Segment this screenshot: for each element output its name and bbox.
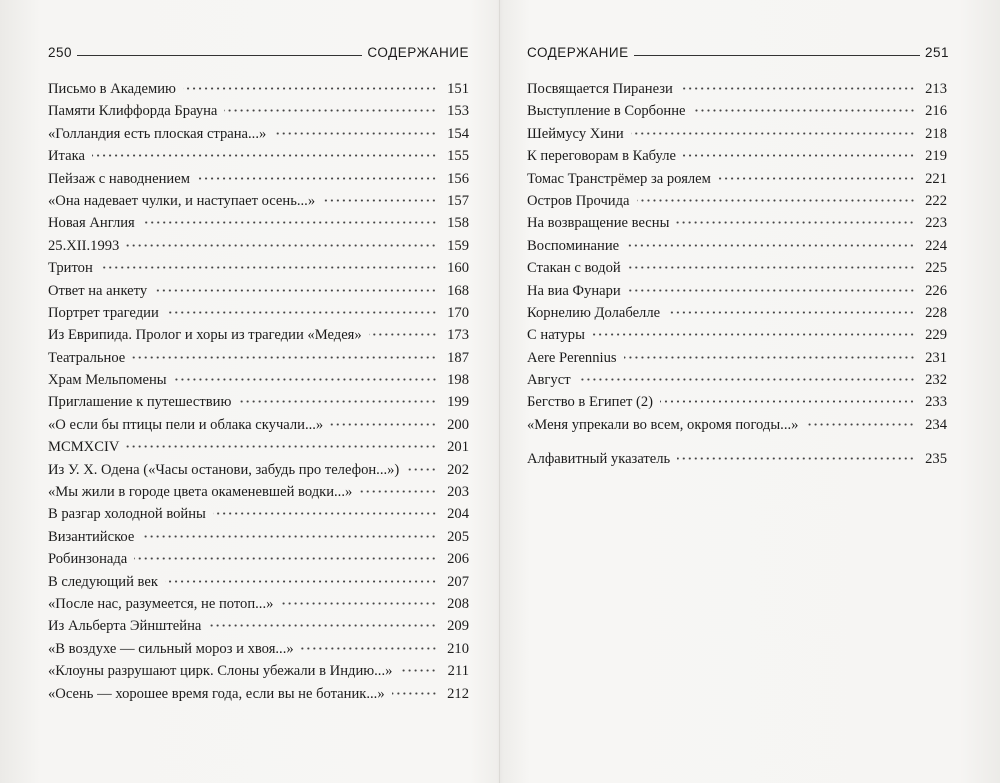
toc-entry bbox=[527, 451, 947, 473]
dot-leader bbox=[301, 647, 437, 650]
dot-leader bbox=[626, 244, 915, 247]
toc-entry-page-number: 208 bbox=[447, 595, 469, 612]
toc-entry-title: В следующий век bbox=[48, 573, 158, 590]
right-page-number: 251 bbox=[924, 45, 949, 60]
toc-entry bbox=[527, 417, 947, 439]
left-page-header bbox=[48, 40, 469, 60]
toc-entry-title: Портрет трагедии bbox=[48, 304, 159, 321]
toc-entry-page-number: 210 bbox=[447, 640, 469, 657]
toc-entry bbox=[48, 574, 469, 596]
toc-entry-title: Август bbox=[527, 372, 571, 389]
dot-leader bbox=[805, 423, 915, 426]
toc-entry bbox=[48, 551, 469, 573]
dot-leader bbox=[208, 624, 437, 627]
toc-entry bbox=[48, 641, 469, 663]
toc-entry bbox=[48, 663, 469, 685]
toc-entry-title: MCMXCIV bbox=[48, 439, 120, 456]
dot-leader bbox=[631, 132, 915, 135]
toc-entry bbox=[48, 215, 469, 237]
toc-entry bbox=[48, 193, 469, 215]
toc-entry-title: Из Альберта Эйнштейна bbox=[48, 618, 202, 635]
toc-entry bbox=[527, 238, 947, 260]
toc-entry-page-number: 157 bbox=[447, 192, 469, 209]
toc-entry bbox=[48, 260, 469, 282]
toc-entry bbox=[527, 372, 947, 394]
toc-entry-page-number: 231 bbox=[925, 349, 947, 366]
toc-entry-title: «Клоуны разрушают цирк. Слоны убежали в Индию...» bbox=[48, 663, 393, 680]
toc-entry-title: Воспоминание bbox=[527, 237, 620, 254]
toc-entry-page-number: 232 bbox=[925, 372, 947, 389]
toc-entry-title: В разгар холодной войны bbox=[48, 506, 206, 523]
toc-entry bbox=[527, 148, 947, 170]
toc-entry bbox=[527, 327, 947, 349]
dot-leader bbox=[126, 244, 437, 247]
dot-leader bbox=[322, 199, 437, 202]
toc-entry-title: Томас Транстрёмер за роялем bbox=[527, 170, 711, 187]
toc-entry-page-number: 211 bbox=[447, 663, 469, 680]
dot-leader bbox=[154, 289, 437, 292]
toc-entry-title: Тритон bbox=[48, 260, 93, 277]
dot-leader bbox=[141, 535, 437, 538]
toc-entry bbox=[527, 193, 947, 215]
dot-leader bbox=[92, 154, 437, 157]
toc-entry bbox=[48, 283, 469, 305]
dot-leader bbox=[238, 400, 437, 403]
toc-entry-page-number: 202 bbox=[447, 461, 469, 478]
toc-entry-page-number: 233 bbox=[925, 394, 947, 411]
book-gutter bbox=[499, 0, 500, 783]
dot-leader bbox=[406, 468, 437, 471]
header-rule bbox=[634, 55, 920, 56]
toc-entry-page-number: 173 bbox=[447, 327, 469, 344]
toc-entry bbox=[48, 484, 469, 506]
dot-leader bbox=[660, 400, 915, 403]
toc-entry-title: Храм Мельпомены bbox=[48, 372, 167, 389]
toc-entry bbox=[48, 81, 469, 103]
toc-entry bbox=[48, 596, 469, 618]
dot-leader bbox=[369, 333, 437, 336]
toc-entry bbox=[48, 529, 469, 551]
toc-entry-page-number: 199 bbox=[447, 394, 469, 411]
dot-leader bbox=[224, 109, 437, 112]
toc-entry-title: Из Еврипида. Пролог и хоры из трагедии «Медея» bbox=[48, 327, 362, 344]
toc-entry-page-number: 222 bbox=[925, 192, 947, 209]
toc-entry-title: Пейзаж с наводнением bbox=[48, 170, 190, 187]
dot-leader bbox=[624, 356, 915, 359]
dot-leader bbox=[280, 602, 437, 605]
toc-entry-page-number: 151 bbox=[447, 81, 469, 97]
toc-entry bbox=[48, 238, 469, 260]
toc-entry-title: Aere Perennius bbox=[527, 349, 617, 366]
toc-entry-title: Византийское bbox=[48, 528, 135, 545]
toc-entry-title: «После нас, разумеется, не потоп...» bbox=[48, 595, 274, 612]
toc-entry bbox=[48, 350, 469, 372]
toc-entry-page-number: 198 bbox=[447, 372, 469, 389]
dot-leader bbox=[174, 378, 437, 381]
left-page-number: 250 bbox=[48, 45, 73, 60]
toc-entry bbox=[48, 417, 469, 439]
dot-leader bbox=[676, 221, 915, 224]
toc-entry-title: Посвящается Пиранези bbox=[527, 81, 673, 97]
toc-entry-page-number: 159 bbox=[447, 237, 469, 254]
toc-entry-page-number: 226 bbox=[925, 282, 947, 299]
dot-leader bbox=[628, 289, 915, 292]
dot-leader bbox=[680, 87, 915, 90]
toc-entry-title: Памяти Клиффорда Брауна bbox=[48, 103, 218, 120]
toc-entry-title: 25.XII.1993 bbox=[48, 237, 120, 254]
toc-entry-page-number: 170 bbox=[447, 304, 469, 321]
toc-entry bbox=[48, 327, 469, 349]
toc-entry-page-number: 209 bbox=[447, 618, 469, 635]
left-toc-list bbox=[48, 81, 469, 708]
dot-leader bbox=[213, 512, 437, 515]
dot-leader bbox=[693, 109, 915, 112]
toc-entry-title: Стакан с водой bbox=[527, 260, 621, 277]
toc-entry-title: Итака bbox=[48, 148, 85, 165]
toc-entry-title: К переговорам в Кабуле bbox=[527, 148, 676, 165]
toc-entry-title: Письмо в Академию bbox=[48, 81, 176, 97]
toc-entry-page-number: 187 bbox=[447, 349, 469, 366]
toc-entry-title: Шеймусу Хини bbox=[527, 125, 624, 142]
toc-entry-title: Новая Англия bbox=[48, 215, 135, 232]
toc-entry bbox=[48, 148, 469, 170]
toc-entry-page-number: 234 bbox=[925, 416, 947, 433]
dot-leader bbox=[592, 333, 915, 336]
dot-leader bbox=[392, 692, 437, 695]
toc-entry bbox=[48, 126, 469, 148]
toc-entry-page-number: 158 bbox=[447, 215, 469, 232]
toc-entry-title: Бегство в Египет (2) bbox=[527, 394, 654, 411]
toc-entry-page-number: 201 bbox=[447, 439, 469, 456]
header-rule bbox=[77, 55, 362, 56]
toc-entry-page-number: 205 bbox=[447, 528, 469, 545]
toc-entry-page-number: 156 bbox=[447, 170, 469, 187]
toc-entry-title: «Голландия есть плоская страна...» bbox=[48, 125, 267, 142]
toc-entry bbox=[48, 372, 469, 394]
toc-entry-page-number: 219 bbox=[925, 148, 947, 165]
toc-entry-page-number: 204 bbox=[447, 506, 469, 523]
toc-entry-title: На виа Фунари bbox=[527, 282, 621, 299]
dot-leader bbox=[677, 457, 915, 460]
toc-entry bbox=[48, 618, 469, 640]
dot-leader bbox=[197, 177, 437, 180]
toc-entry-page-number: 200 bbox=[447, 416, 469, 433]
dot-leader bbox=[126, 445, 437, 448]
toc-entry-page-number: 225 bbox=[925, 260, 947, 277]
dot-leader bbox=[667, 311, 915, 314]
toc-entry-title: Выступление в Сорбонне bbox=[527, 103, 686, 120]
dot-leader bbox=[100, 266, 437, 269]
dot-leader bbox=[399, 669, 437, 672]
toc-entry-title: Корнелию Долабелле bbox=[527, 304, 661, 321]
toc-entry bbox=[527, 103, 947, 125]
toc-entry bbox=[527, 305, 947, 327]
toc-entry-title: Робинзонада bbox=[48, 551, 128, 568]
toc-entry-page-number: 160 bbox=[447, 260, 469, 277]
toc-entry-page-number: 228 bbox=[925, 304, 947, 321]
dot-leader bbox=[578, 378, 915, 381]
dot-leader bbox=[683, 154, 915, 157]
dot-leader bbox=[628, 266, 915, 269]
toc-entry-title: «Осень — хорошее время года, если вы не ботаник...» bbox=[48, 685, 385, 702]
toc-entry-title: «Мы жили в городе цвета окаменевшей водки...» bbox=[48, 484, 353, 501]
right-page-header bbox=[527, 40, 949, 60]
toc-entry-title: «Она надевает чулки, и наступает осень...» bbox=[48, 192, 316, 209]
dot-leader bbox=[330, 423, 437, 426]
right-running-head: СОДЕРЖАНИЕ bbox=[527, 45, 629, 60]
toc-entry-page-number: 203 bbox=[447, 484, 469, 501]
toc-entry-title: Алфавитный указатель bbox=[527, 451, 671, 468]
toc-entry-page-number: 216 bbox=[925, 103, 947, 120]
toc-entry bbox=[48, 462, 469, 484]
right-toc-list bbox=[527, 81, 947, 474]
toc-entry-title: Из У. Х. Одена («Часы останови, забудь про телефон...») bbox=[48, 461, 400, 478]
toc-entry bbox=[527, 283, 947, 305]
toc-entry-title: «В воздухе — сильный мороз и хвоя...» bbox=[48, 640, 294, 657]
toc-entry-page-number: 218 bbox=[925, 125, 947, 142]
toc-entry bbox=[527, 350, 947, 372]
toc-entry-page-number: 153 bbox=[447, 103, 469, 120]
toc-entry-page-number: 168 bbox=[447, 282, 469, 299]
toc-entry bbox=[527, 81, 947, 103]
dot-leader bbox=[132, 356, 437, 359]
dot-leader bbox=[637, 199, 915, 202]
toc-entry bbox=[527, 126, 947, 148]
toc-entry-title: Приглашение к путешествию bbox=[48, 394, 232, 411]
toc-entry-page-number: 154 bbox=[447, 125, 469, 142]
toc-entry-page-number: 224 bbox=[925, 237, 947, 254]
dot-leader bbox=[359, 490, 437, 493]
toc-entry bbox=[527, 260, 947, 282]
dot-leader bbox=[183, 87, 437, 90]
toc-entry bbox=[48, 439, 469, 461]
toc-entry-title: «Меня упрекали во всем, окромя погоды...» bbox=[527, 416, 799, 433]
dot-leader bbox=[165, 580, 437, 583]
toc-entry bbox=[48, 394, 469, 416]
toc-entry-page-number: 155 bbox=[447, 148, 469, 165]
toc-entry-title: «О если бы птицы пели и облака скучали...» bbox=[48, 416, 324, 433]
toc-entry-page-number: 212 bbox=[447, 685, 469, 702]
left-running-head: СОДЕРЖАНИЕ bbox=[367, 45, 469, 60]
toc-entry bbox=[527, 394, 947, 416]
toc-entry bbox=[527, 171, 947, 193]
toc-entry bbox=[48, 171, 469, 193]
toc-entry-title: Остров Прочида bbox=[527, 192, 630, 209]
toc-entry-title: С натуры bbox=[527, 327, 585, 344]
toc-entry-page-number: 206 bbox=[447, 551, 469, 568]
toc-entry-page-number: 213 bbox=[925, 81, 947, 97]
toc-entry-title: Ответ на анкету bbox=[48, 282, 148, 299]
dot-leader bbox=[134, 557, 437, 560]
toc-entry-page-number: 235 bbox=[925, 451, 947, 468]
toc-entry-page-number: 229 bbox=[925, 327, 947, 344]
dot-leader bbox=[166, 311, 437, 314]
toc-entry bbox=[48, 506, 469, 528]
toc-entry bbox=[527, 215, 947, 237]
dot-leader bbox=[718, 177, 915, 180]
toc-entry bbox=[48, 686, 469, 708]
toc-entry bbox=[48, 103, 469, 125]
toc-entry-page-number: 223 bbox=[925, 215, 947, 232]
dot-leader bbox=[142, 221, 437, 224]
toc-entry bbox=[48, 305, 469, 327]
dot-leader bbox=[273, 132, 437, 135]
toc-entry-page-number: 207 bbox=[447, 573, 469, 590]
toc-entry-title: Театральное bbox=[48, 349, 126, 366]
toc-entry-page-number: 221 bbox=[925, 170, 947, 187]
toc-entry-title: На возвращение весны bbox=[527, 215, 670, 232]
